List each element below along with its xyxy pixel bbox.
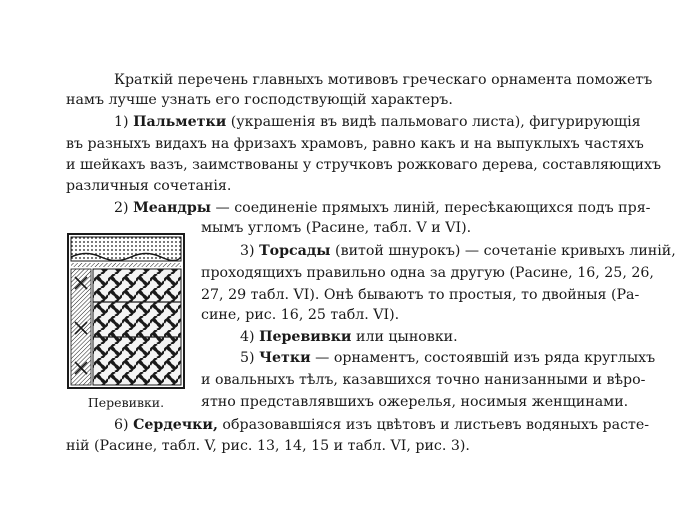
item-beads-line-2: и овальныхъ тѣлъ, казавшихся точно нанизанными и вѣро- — [201, 372, 646, 388]
intro-line-1: Краткій перечень главныхъ мотивовъ греческаго орнамента поможетъ — [114, 72, 653, 88]
item-palmettes-number: 1) — [114, 114, 129, 130]
item-torsades-line-4: сине, рис. 16, 25 табл. VI). — [201, 307, 400, 323]
item-torsades-term: Торсады — [259, 243, 331, 259]
item-meanders-line-1 — [114, 198, 651, 218]
item-hearts-line-2: ній (Расине, табл. V, рис. 13, 14, 15 и табл. VI, рис. 3). — [66, 438, 470, 454]
item-interlacing-line-1 — [240, 327, 458, 347]
item-beads-line-1 — [240, 348, 656, 368]
item-beads-line-3: ятно представлявшихъ ожерелья, носимыя женщинами. — [201, 394, 629, 410]
item-palmettes-line-4: различныя сочетанія. — [66, 178, 232, 194]
item-hearts-line-1 — [114, 415, 650, 435]
figure-caption: Перевивки. — [87, 395, 165, 410]
item-interlacing-number: 4) — [240, 329, 255, 345]
intro-line-2: намъ лучше узнать его господствующій характеръ. — [66, 92, 453, 108]
item-interlacing-term: Перевивки — [259, 329, 352, 345]
item-palmettes-text: (украшенія въ видѣ пальмоваго листа), фигурирующія — [230, 114, 641, 130]
item-palmettes-line-1 — [114, 112, 641, 132]
item-torsades-line-1 — [240, 241, 676, 261]
item-palmettes-line-2: въ разныхъ видахъ на фризахъ храмовъ, равно какъ и на выпуклыхъ частяхъ — [66, 136, 644, 152]
item-hearts-text: образовавшіяся изъ цвѣтовъ и листьевъ водяныхъ расте- — [222, 417, 650, 433]
item-beads-number: 5) — [240, 350, 255, 366]
item-torsades-number: 3) — [240, 243, 255, 259]
item-palmettes-term: Пальметки — [133, 114, 227, 130]
item-meanders-line-2: мымъ угломъ (Расине, табл. V и VI). — [201, 220, 472, 236]
item-torsades-text: (витой шнурокъ) — сочетаніе кривыхъ линій, — [335, 243, 676, 259]
item-palmettes-line-3: и шейкахъ вазъ, заимствованы у стручковъ рожковаго дерева, составляющихъ — [66, 157, 662, 173]
item-meanders-term: Меандры — [133, 200, 211, 216]
interlacing-ornament-illustration — [66, 232, 186, 390]
item-meanders-number: 2) — [114, 200, 129, 216]
item-meanders-text: — соединеніе прямыхъ линій, пересѣкающихся подъ пря- — [215, 200, 651, 216]
item-beads-text: — орнаментъ, состоявшій изъ ряда круглыхъ — [315, 350, 656, 366]
item-hearts-number: 6) — [114, 417, 129, 433]
item-torsades-line-3: 27, 29 табл. VI). Онѣ бываютъ то простыя, то двойныя (Ра- — [201, 287, 640, 303]
item-torsades-line-2: проходящихъ правильно одна за другую (Расине, 16, 25, 26, — [201, 265, 654, 281]
item-beads-term: Четки — [259, 350, 311, 366]
item-hearts-term: Сердечки, — [133, 417, 218, 433]
item-interlacing-text: или цыновки. — [355, 329, 458, 345]
